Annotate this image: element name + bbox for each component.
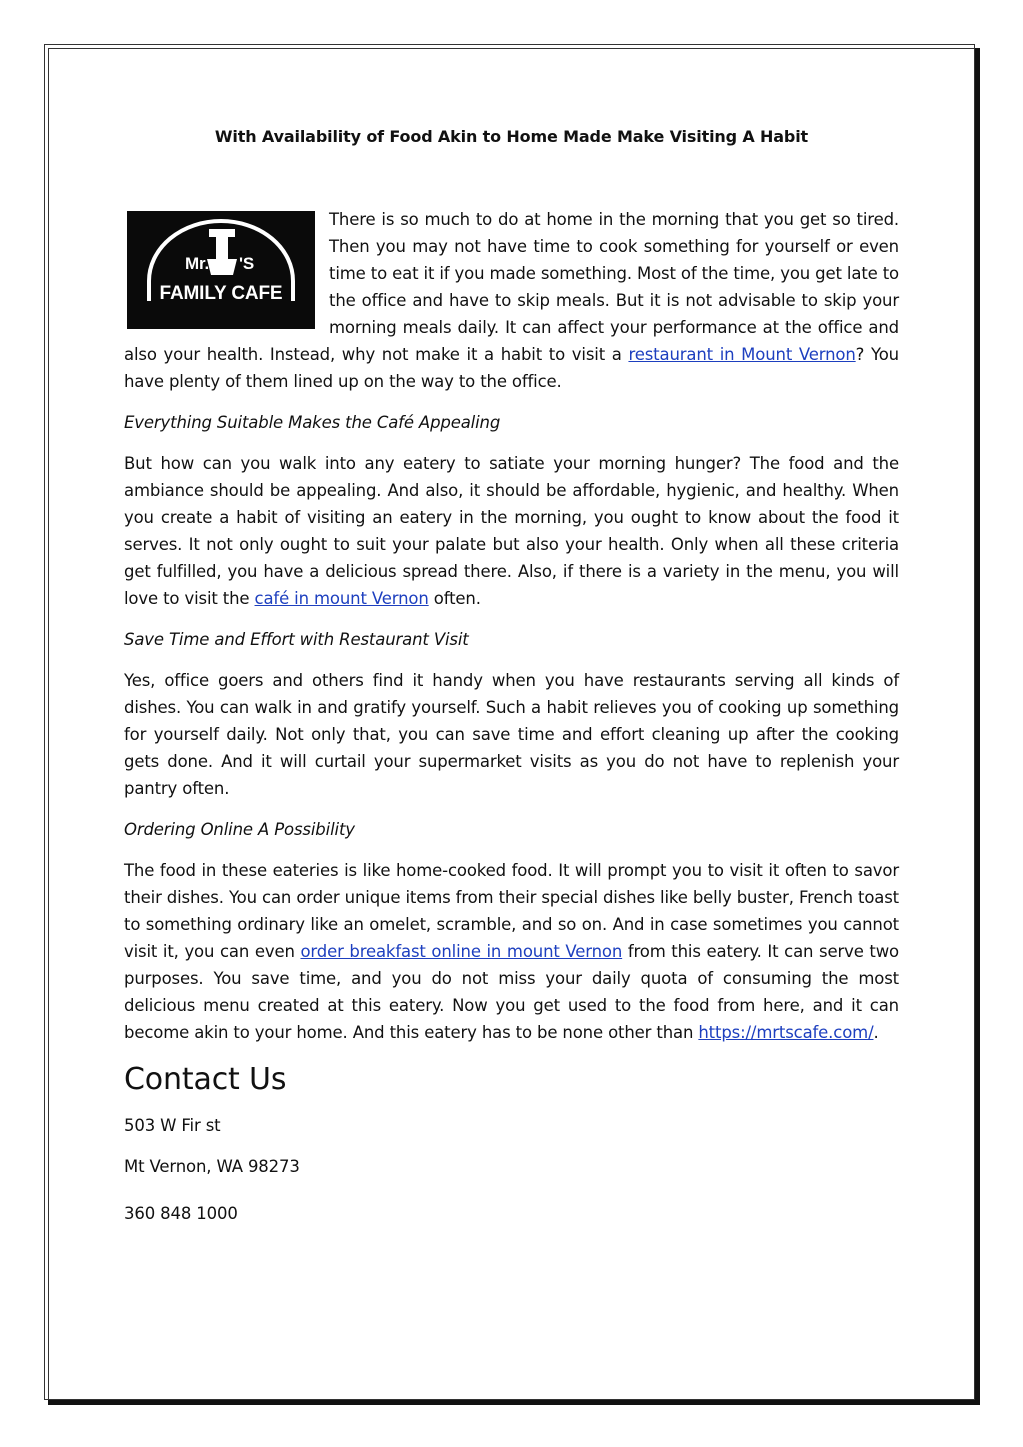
section-heading-appealing: Everything Suitable Makes the Café Appealing bbox=[124, 413, 501, 432]
contact-address-line2: Mt Vernon, WA 98273 bbox=[124, 1157, 300, 1176]
contact-heading: Contact Us bbox=[124, 1062, 287, 1097]
document-title: With Availability of Food Akin to Home Made Make Visiting A Habit bbox=[214, 127, 809, 146]
section-heading-save-time: Save Time and Effort with Restaurant Visit bbox=[124, 630, 469, 649]
cafe-logo-graphic bbox=[127, 211, 315, 329]
document-body bbox=[124, 124, 899, 1241]
logo-text-s: 'S bbox=[239, 254, 255, 273]
logo-text-family-cafe: FAMILY CAFE bbox=[159, 283, 283, 304]
section-paragraph-ordering: The food in these eateries is like home-cooked food. It will prompt you to visit it often to savor their dishes. You can order unique items from their special dishes like belly buster, French toast to something ordinary like an omelet, scramble, and so on. And in case sometimes you cannot visit it, you can even order breakfast online in mount Vernon from this eatery. It can serve two purposes. You save time, and you do not miss your daily quota of consuming the most delicious menu created at this eatery. Now you get used to the food from here, and it can become akin to your home. And this eatery has to be none other than https://mrtscafe.com/. bbox=[124, 861, 899, 1042]
logo-text-mr: Mr. bbox=[185, 254, 210, 273]
cafe-link[interactable]: café in mount Vernon bbox=[254, 589, 429, 608]
contact-phone: 360 848 1000 bbox=[124, 1204, 238, 1223]
page-shadow-bottom bbox=[48, 1400, 980, 1405]
order-breakfast-link[interactable]: order breakfast online in mount Vernon bbox=[300, 942, 623, 961]
section-paragraph-appealing: But how can you walk into any eatery to satiate your morning hunger? The food and the ambiance should be appealing. And also, it should be affordable, hygienic, and healthy. When you create a habit of visiting an eatery in the morning, you ought to know about the food it serves. It not only ought to suit your palate but also your health. Only when all these criteria get fulfilled, you have a delicious spread there. Also, if there is a variety in the menu, you will love to visit the café in mount Vernon often. bbox=[124, 454, 899, 608]
page-shadow-right bbox=[975, 48, 980, 1404]
section-heading-ordering: Ordering Online A Possibility bbox=[124, 820, 355, 839]
website-link[interactable]: https://mrtscafe.com/ bbox=[698, 1023, 874, 1042]
contact-address-line1: 503 W Fir st bbox=[124, 1116, 221, 1135]
intro-paragraph: There is so much to do at home in the morning that you get so tired. Then you may not have time to cook something for yourself or even time to eat it if you made something. Most of the time, you get late to the office and have to skip meals. But it is not advisable to skip your morning meals daily. It can affect your performance at the office and also your health. Instead, why not make it a habit to visit a restaurant in Mount Vernon? You have plenty of them lined up on the way to the office. bbox=[124, 210, 899, 391]
restaurant-link[interactable]: restaurant in Mount Vernon bbox=[628, 345, 856, 364]
section-paragraph-save-time: Yes, office goers and others find it handy when you have restaurants serving all kinds of dishes. You can walk in and gratify yourself. Such a habit relieves you of cooking up something for yourself daily. Not only that, you can save time and effort cleaning up after the cooking gets done. And it will curtail your supermarket visits as you do not have to replenish your pantry often. bbox=[124, 671, 899, 798]
cafe-logo bbox=[127, 211, 315, 329]
